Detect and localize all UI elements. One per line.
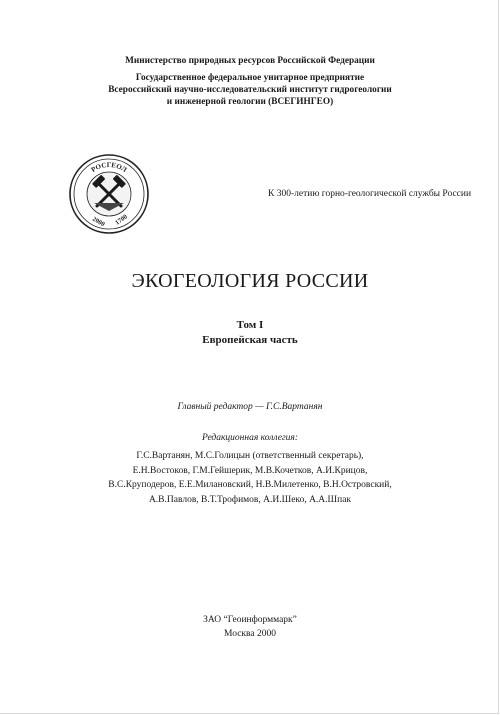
header-block [0,55,500,108]
institute-abbr-line: и инженерной геологии (ВСЕГИНГЕО) [166,97,334,107]
publisher-city-year: Москва 2000 [224,628,276,639]
dedication-text: К 300-летию горно-геологической службы России [268,189,472,199]
board-line: В.С.Круподеров, Е.Е.Милановский, Н.В.Милетенко, В.Н.Островский, [108,480,392,490]
chief-editor: Главный редактор — Г.С.Вартанян [177,402,323,412]
editorial-board-list [0,449,500,507]
publisher-block [0,614,500,641]
board-line: Г.С.Вартанян, М.С.Голицын (ответственный секретарь), [136,451,364,461]
geological-service-seal-icon [68,153,150,235]
enterprise-line: Государственное федеральное унитарное предприятие [135,73,365,83]
editorial-board-label: Редакционная коллегия: [201,433,299,443]
seal-top-text: РОСГЕОЛ [89,160,129,174]
ministry-line: Министерство природных ресурсов Российской Федерации [125,56,375,66]
institute-line: Всероссийский научно-исследовательский институт гидрогеологии [108,85,392,95]
seal-year-right: 1700 [114,213,129,227]
volume-subtitle: Европейская часть [202,334,298,346]
board-line: А.В.Павлов, В.Т.Трофимов, А.И.Шеко, А.А.Шпак [148,494,352,505]
publisher-name: ЗАО “Геоинформмарк” [203,615,297,625]
volume-block [0,318,500,348]
volume-number: Том I [236,319,264,331]
book-title: ЭКОГЕОЛОГИЯ РОССИИ [131,270,369,292]
board-line: Е.Н.Востоков, Г.М.Гейшерик, М.В.Кочетков, А.И.Крицов, [132,465,368,476]
seal-year-left: 2000 [91,215,106,229]
